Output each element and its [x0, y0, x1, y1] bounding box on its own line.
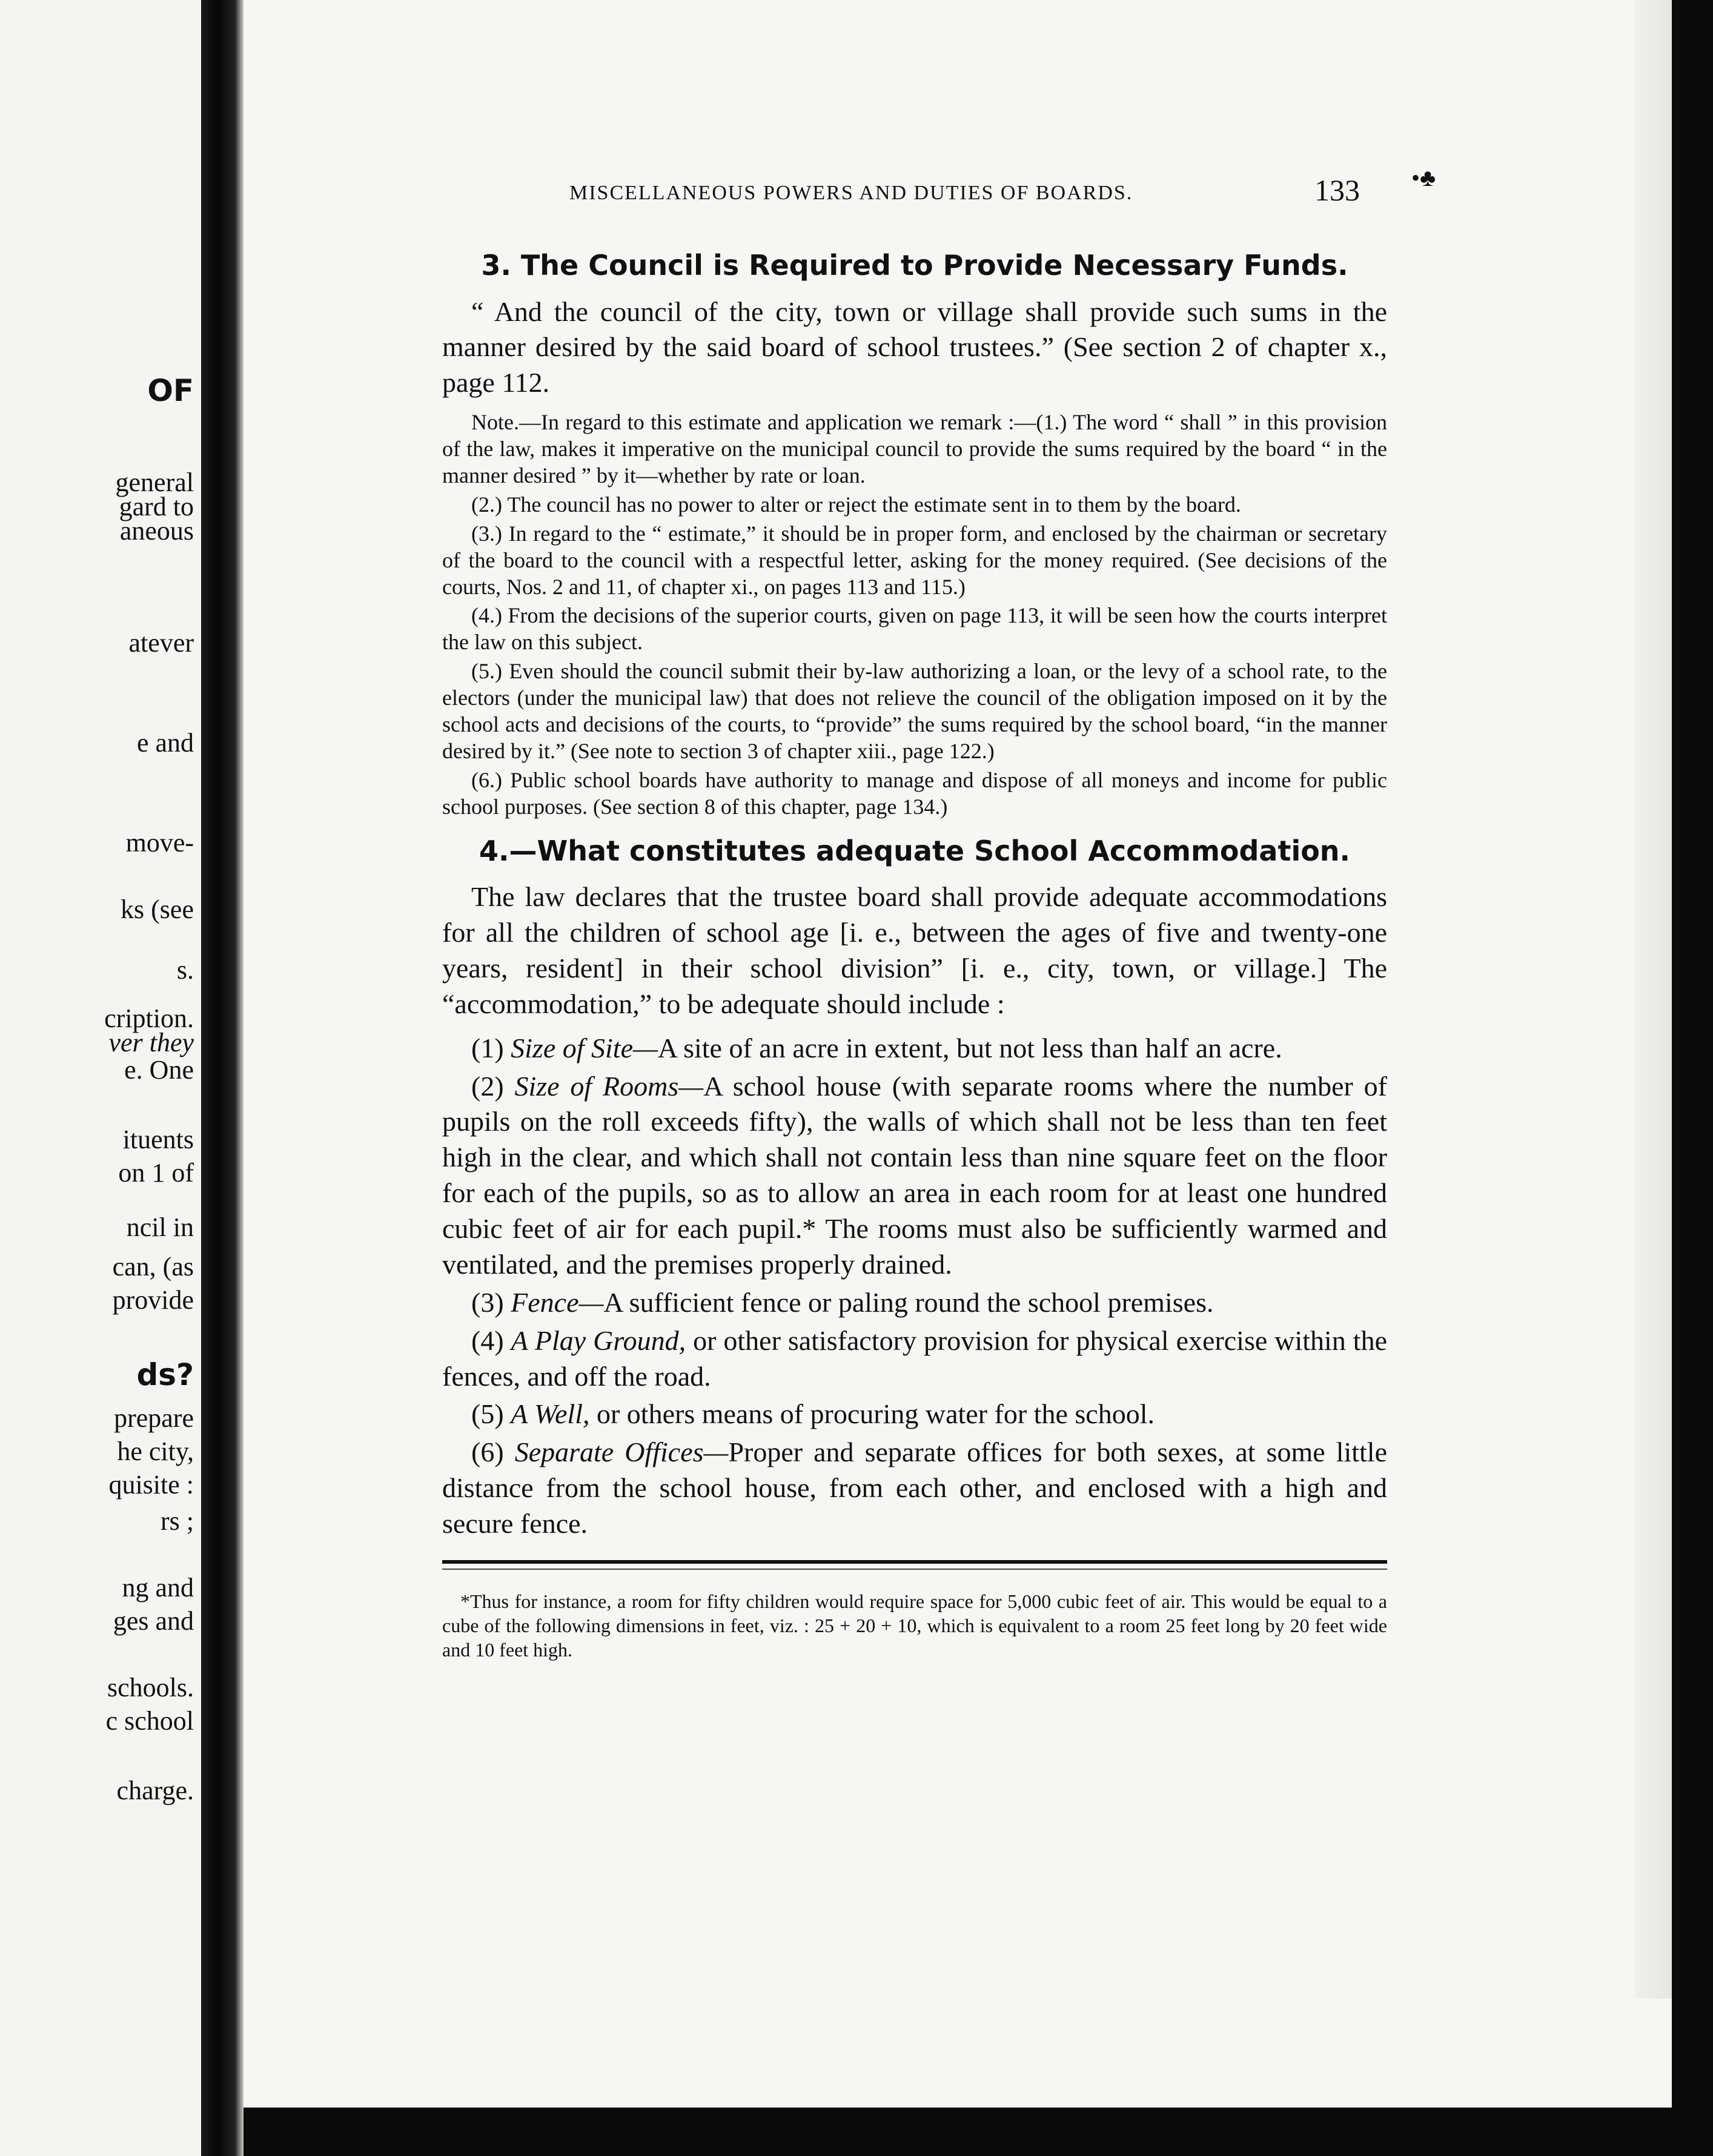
page-content [442, 248, 1387, 1681]
item-text: or others means of procuring water for the school. [589, 1398, 1155, 1430]
section-3-notes [442, 409, 1387, 821]
left-page-line: aneous [119, 516, 194, 546]
left-page-line: on 1 of [118, 1158, 194, 1188]
left-page-line: ng and [122, 1573, 194, 1602]
list-item [442, 1031, 1387, 1066]
left-page-line: schools. [107, 1673, 194, 1702]
left-page-line: prepare [114, 1403, 194, 1433]
item-number: (4) [471, 1324, 504, 1356]
accommodation-list [442, 1031, 1387, 1542]
left-page-line: provide [112, 1285, 194, 1315]
note-paragraph: (4.) From the decisions of the superior courts, given on page 113, it will be seen how the courts interpret the law on this subject. [442, 603, 1387, 655]
page-number: 133 [1314, 173, 1360, 207]
item-number: (5) [471, 1398, 504, 1430]
left-page-line: ituents [122, 1125, 194, 1154]
left-page-line: e. One [124, 1055, 194, 1085]
item-text: A school house (with separate rooms where the number of pupils on the roll exceeds fifty), the walls of which shall not be less than ten feet high in the clear, and which shall not contain less than nine square feet on the floor for each of the pupils, so as to allow an area in each room for at least one hundred cubic feet of air for each pupil.* The rooms must also be sufficiently warmed and ventilated, and the premises properly drained. [442, 1070, 1387, 1280]
left-page-line: ver they [108, 1028, 194, 1057]
left-page-line: ncil in [126, 1212, 194, 1242]
item-term: Separate Offices— [514, 1437, 729, 1468]
left-page-line: charge. [116, 1776, 194, 1805]
left-page-line: s. [176, 955, 194, 985]
note-paragraph: Note.—In regard to this estimate and application we remark :—(1.) The word “ shall ” in this provision of the law, makes it imperative on the municipal council to provide the sums required by the board “ in the manner desired ” by it—whether by rate or loan. [442, 410, 1387, 488]
left-page-line: gard to [119, 492, 194, 521]
section-4-intro: The law declares that the trustee board shall provide adequate accommodations for all the children of school age [i. e., between the ages of five and twenty-one years, resident] in their school division” [i. e., city, town, or village.] The “accommodation,” to be adequate should include : [442, 881, 1387, 1019]
item-term: Fence— [511, 1286, 604, 1318]
binding-gutter [201, 0, 244, 2156]
list-item [442, 1435, 1387, 1542]
item-text: Proper and separate offices for both sexes, at some little distance from the school house, from each other, and enclosed with a high and secure fence. [442, 1437, 1388, 1539]
list-item [442, 1323, 1387, 1395]
item-text: A site of an acre in extent, but not less than half an acre. [657, 1032, 1282, 1063]
footnote-rule-thin [442, 1569, 1387, 1570]
left-page-line: OF [147, 373, 194, 408]
left-page-line: he city, [117, 1437, 194, 1466]
page-edge [1635, 0, 1672, 1999]
footnote-rule [442, 1560, 1387, 1564]
note-paragraph: (6.) Public school boards have authority to manage and dispose of all moneys and income for public school purposes. (See section 8 of this chapter, page 134.) [442, 767, 1387, 819]
left-page-line: e and [136, 728, 194, 758]
section-4-title: 4.—What constitutes adequate School Accommodation. [479, 834, 1351, 867]
item-text: or other satisfactory provision for physical exercise within the fences, and off the road. [442, 1324, 1388, 1392]
item-number: (3) [471, 1286, 504, 1318]
section-3-quote: “ And the council of the city, town or village shall provide such sums in the manner desired by the said board of school trustees.” (See section 2 of chapter x., page 112. [442, 296, 1387, 398]
left-page-line: quisite : [108, 1470, 194, 1500]
running-head: MISCELLANEOUS POWERS AND DUTIES OF BOARDS. [569, 182, 1133, 204]
item-number: (2) [471, 1070, 504, 1102]
note-paragraph: (5.) Even should the council submit their by-law authorizing a loan, or the levy of a school rate, to the electors (under the municipal law) that does not relieve the council of the obligation imposed on it by the school acts and decisions of the courts, to “provide” the sums required by the school board, “in the manner desired by it.” (See note to section 3 of chapter xiii., page 122.) [442, 659, 1387, 763]
list-item [442, 1397, 1387, 1432]
left-page-line: cription. [104, 1004, 194, 1033]
item-number: (6) [471, 1437, 504, 1468]
note-paragraph: (2.) The council has no power to alter or reject the estimate sent in to them by the board. [471, 492, 1241, 517]
scan-border [1672, 0, 1713, 2156]
item-term: A Play Ground, [511, 1324, 686, 1356]
left-page-line: c school [105, 1706, 194, 1736]
left-page-line: general [115, 468, 194, 497]
item-term: Size of Rooms— [514, 1070, 704, 1102]
ornament-mark: •♣ [1411, 164, 1436, 191]
left-page-line: move- [125, 828, 194, 858]
note-paragraph: (3.) In regard to the “ estimate,” it should be in proper form, and enclosed by the chairman or secretary of the board to the council with a respectful letter, asking for the money required. (See decisions of the courts, Nos. 2 and 11, of chapter xi., on pages 113 and 115.) [442, 521, 1387, 599]
item-term: Size of Site— [511, 1032, 658, 1063]
left-page-line: can, (as [112, 1252, 194, 1281]
item-number: (1) [471, 1032, 504, 1063]
section-3-title: 3. The Council is Required to Provide Necessary Funds. [481, 249, 1348, 282]
footnote: *Thus for instance, a room for fifty children would require space for 5,000 cubic feet of air. This would be equal to a cube of the following dimensions in feet, viz. : 25 + 20 + 10, which is equivalent to a room 25 feet long by 20 feet wide and 10 feet high. [442, 1590, 1387, 1661]
list-item [442, 1285, 1387, 1321]
list-item [442, 1069, 1387, 1283]
left-page-line: rs ; [161, 1506, 194, 1536]
item-text: A sufficient fence or paling round the school premises. [603, 1286, 1214, 1318]
left-page-line: ds? [136, 1357, 194, 1392]
left-page-line: atever [128, 628, 194, 658]
left-facing-page [0, 0, 201, 2156]
left-page-line: ks (see [121, 894, 194, 924]
item-term: A Well, [511, 1398, 590, 1430]
left-page-line: ges and [113, 1606, 194, 1636]
